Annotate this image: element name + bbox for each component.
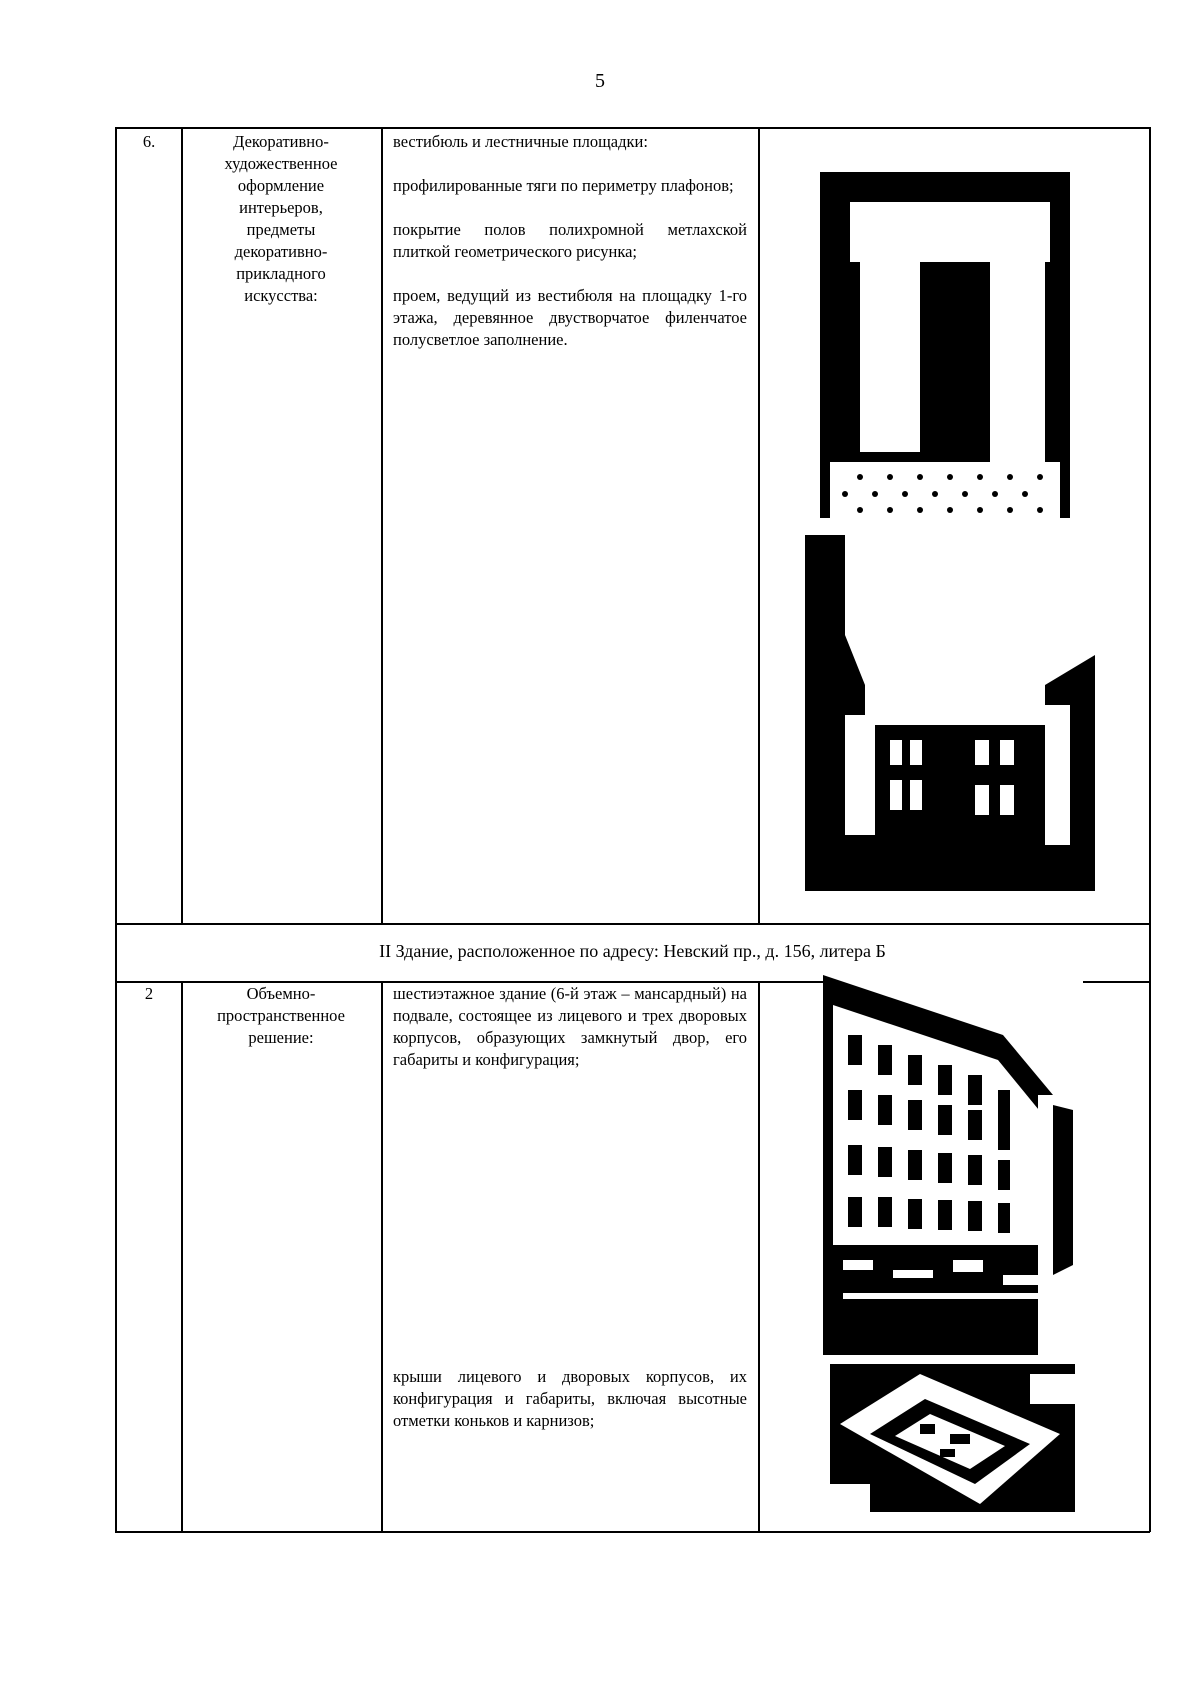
table-border-left: [115, 127, 117, 1532]
photo-vestibule-arch: [820, 172, 1085, 518]
description-item: вестибюль и лестничные площадки:: [393, 132, 648, 151]
table-border-bottom: [115, 1531, 1150, 1533]
row-number: 6.: [142, 132, 156, 151]
col-divider: [381, 981, 383, 1532]
row-description: [393, 131, 747, 351]
row-description: [393, 983, 747, 1071]
col-divider: [758, 127, 760, 924]
description-item: покрытие полов полихромной метлахской плиткой геометрического рисунка;: [393, 220, 747, 261]
photo-vestibule-windows: [805, 535, 1095, 891]
description-item: проем, ведущий из вестибюля на площадку 1-го этажа, деревянное двустворчатое филенчатое полусветлое заполнение.: [393, 286, 747, 349]
table-border-top: [115, 127, 1150, 129]
col-divider: [758, 981, 760, 1532]
row-description: [393, 1366, 747, 1432]
row-category: Объемно-пространственное решение:: [217, 984, 345, 1047]
description-item: крыши лицевого и дворовых корпусов, их конфигурация и габариты, включая высотные отметки коньков и карнизов;: [393, 1367, 747, 1430]
photo-aerial-roofs: [830, 1364, 1075, 1512]
col-divider: [381, 127, 383, 924]
description-item: профилированные тяги по периметру плафонов;: [393, 176, 734, 195]
row-divider-1: [115, 923, 1150, 925]
row-category: Декоративно-художественное оформление интерьеров, предметы декоративно-прикладного искусства:: [224, 132, 338, 305]
page-number: 5: [595, 70, 605, 92]
col-divider: [181, 127, 183, 924]
photo-building-facade: [823, 975, 1083, 1355]
description-item: шестиэтажное здание (6-й этаж – мансардный) на подвале, состоящее из лицевого и трех дворовых корпусов, образующих замкнутый двор, его габариты и конфигурация;: [393, 984, 747, 1069]
col-divider: [181, 981, 183, 1532]
table-border-right: [1149, 127, 1151, 1532]
row-number: 2: [144, 984, 154, 1003]
section-title: II Здание, расположенное по адресу: Невский пр., д. 156, литера Б: [379, 941, 886, 961]
